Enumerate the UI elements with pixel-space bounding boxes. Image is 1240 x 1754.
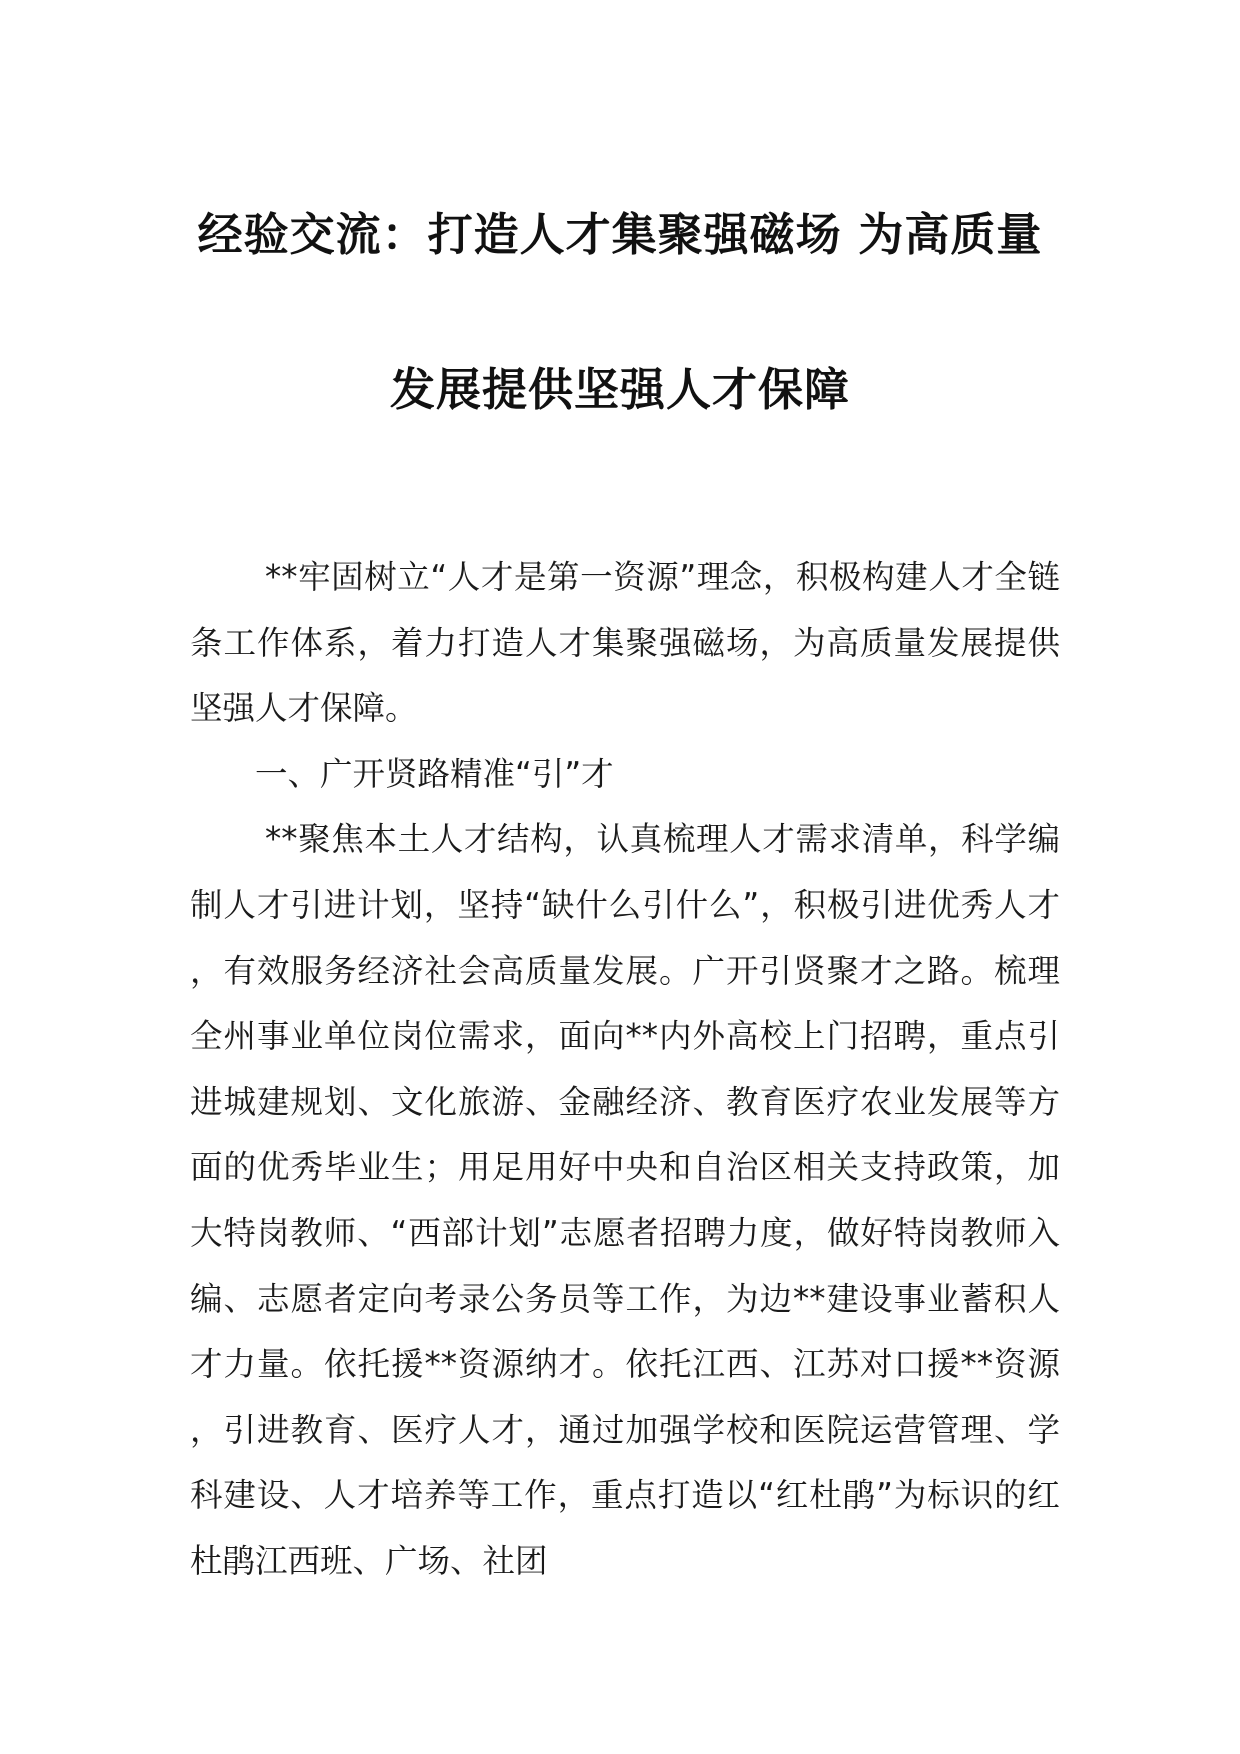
section-heading-1: 一、广开贤路精准“引”才 <box>255 754 614 793</box>
document-title-line-1: 经验交流：打造人才集聚强磁场 为高质量 <box>197 208 1043 261</box>
document-body <box>190 545 1060 1595</box>
section-1-paragraph: **聚焦本土人才结构，认真梳理人才需求清单，科学编制人才引进计划，坚持“缺什么引什么”，积极引进优秀人才，有效服务经济社会高质量发展。广开引贤聚才之路。梳理全州事业单位岗位需求，面向**内外高校上门招聘，重点引进城建规划、文化旅游、金融经济、教育医疗农业发展等方面的优秀毕业生；用足用好中央和自治区相关支持政策，加大特岗教师、“西部计划”志愿者招聘力度，做好特岗教师入编、志愿者定向考录公务员等工作，为边**建设事业蓄积人才力量。依托援**资源纳才。依托江西、江苏对口援**资源，引进教育、医疗人才，通过加强学校和医院运营管理、学科建设、人才培养等工作，重点打造以“红杜鹃”为标识的红杜鹃江西班、广场、社团 <box>190 820 1060 1580</box>
intro-paragraph: **牢固树立“人才是第一资源”理念，积极构建人才全链条工作体系，着力打造人才集聚强磁场，为高质量发展提供坚强人才保障。 <box>190 558 1060 728</box>
document-title-line-2: 发展提供坚强人才保障 <box>389 363 850 416</box>
